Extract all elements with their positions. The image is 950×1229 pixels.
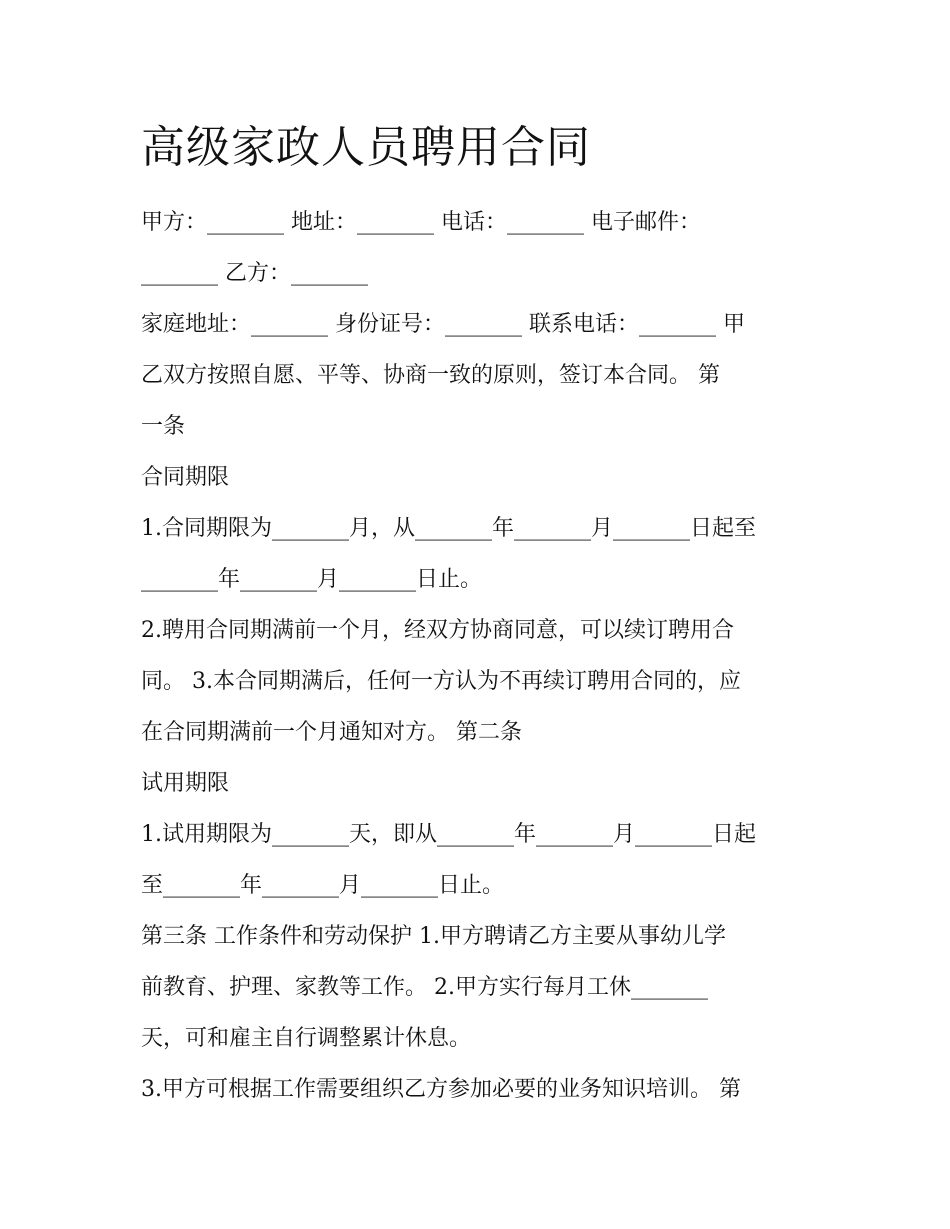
- article-one-heading: 一条: [141, 414, 186, 439]
- contract-term-heading: 合同期限: [141, 465, 230, 490]
- agreement-principle-line: 乙双方按照自愿、平等、协商一致的原则，签订本合同。 第: [141, 363, 720, 388]
- probation-heading: 试用期限: [141, 771, 230, 796]
- probation-clause-1-cont: 至_______年_______月_______日止。: [141, 873, 505, 898]
- contract-term-clause-1: 1.合同期限为_______月，从_______年_______月_______日起至: [141, 516, 756, 541]
- article-three-clause-2-cont: 天，可和雇主自行调整累计休息。: [141, 1026, 472, 1051]
- contract-term-clause-3: 同。 3.本合同期满后，任何一方认为不再续订聘用合同的，应: [141, 669, 741, 694]
- document-body: [141, 197, 821, 1115]
- document-title: 高级家政人员聘用合同: [141, 122, 591, 173]
- contract-term-clause-3-cont: 在合同期满前一个月通知对方。 第二条: [141, 720, 522, 745]
- home-address-line: 家庭地址：_______ 身份证号：_______ 联系电话：_______ 甲: [141, 312, 745, 337]
- article-three-clause-3: 3.甲方可根据工作需要组织乙方参加必要的业务知识培训。 第: [141, 1077, 741, 1102]
- contract-term-clause-1-cont: _______年_______月_______日止。: [141, 567, 483, 592]
- party-b-line: _______ 乙方：_______: [141, 261, 368, 286]
- article-three-clause-2: 前教育、护理、家教等工作。 2.甲方实行每月工休_______: [141, 975, 708, 1000]
- article-three-line: 第三条 工作条件和劳动保护 1.甲方聘请乙方主要从事幼儿学: [141, 924, 726, 949]
- party-a-line: 甲方：_______ 地址：_______ 电话：_______ 电子邮件：: [141, 210, 701, 235]
- probation-clause-1: 1.试用期限为_______天，即从_______年_______月_______日起: [141, 822, 756, 847]
- contract-term-clause-2: 2.聘用合同期满前一个月，经双方协商同意，可以续订聘用合: [141, 618, 734, 643]
